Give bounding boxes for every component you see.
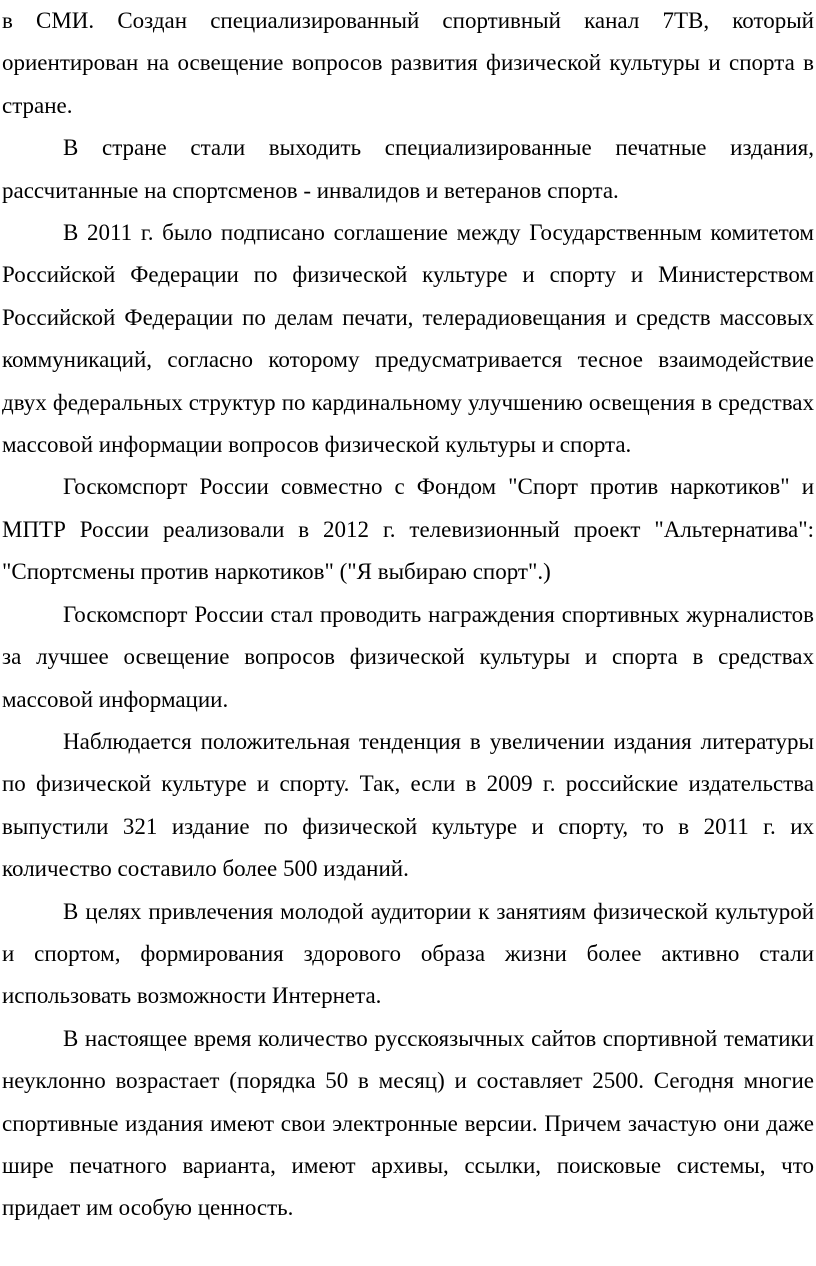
paragraph-5: Госкомспорт России стал проводить награждения спортивных журналистов за лучшее освещение вопросов физической культуры и спорта в средствах массовой информации. — [2, 601, 814, 712]
paragraph-6: Наблюдается положительная тенденция в увеличении издания литературы по физической культуре и спорту. Так, если в 2009 г. российские издательства выпустили 321 издание по физической культуре и спорту, то в 2011 г. их количество составило более 500 изданий. — [2, 728, 814, 882]
paragraph-7: В целях привлечения молодой аудитории к занятиям физической культурой и спортом, формирования здорового образа жизни более активно стали использовать возможности Интернета. — [2, 898, 814, 1009]
paragraph-1: в СМИ. Создан специализированный спортивный канал 7ТВ, который ориентирован на освещение вопросов развития физической культуры и спорта в стране. — [2, 8, 814, 118]
paragraph-4: Госкомспорт России совместно с Фондом "Спорт против наркотиков" и МПТР России реализовали в 2012 г. телевизионный проект "Альтернатива": "Спортсмены против наркотиков" ("Я выбираю спорт".) — [2, 474, 814, 585]
paragraph-3: В 2011 г. было подписано соглашение между Государственным комитетом Российской Федерации по физической культуре и спорту и Министерством Российской Федерации по делам печати, телерадиовещания и средств массовых коммуникаций, согласно которому предусматривается тесное взаимодействие двух федеральных структур по кардинальному улучшению освещения в средствах массовой информации вопросов физической культуры и спорта. — [2, 220, 814, 458]
paragraph-2: В стране стали выходить специализированные печатные издания, рассчитанные на спортсменов - инвалидов и ветеранов спорта. — [2, 135, 814, 203]
paragraph-8: В настоящее время количество русскоязычных сайтов спортивной тематики неуклонно возрастает (порядка 50 в месяц) и составляет 2500. Сегодня многие спортивные издания имеют свои электронные версии. Причем зачастую они даже шире печатного варианта, имеют архивы, ссылки, поисковые системы, что придает им особую ценность. — [2, 1025, 814, 1221]
